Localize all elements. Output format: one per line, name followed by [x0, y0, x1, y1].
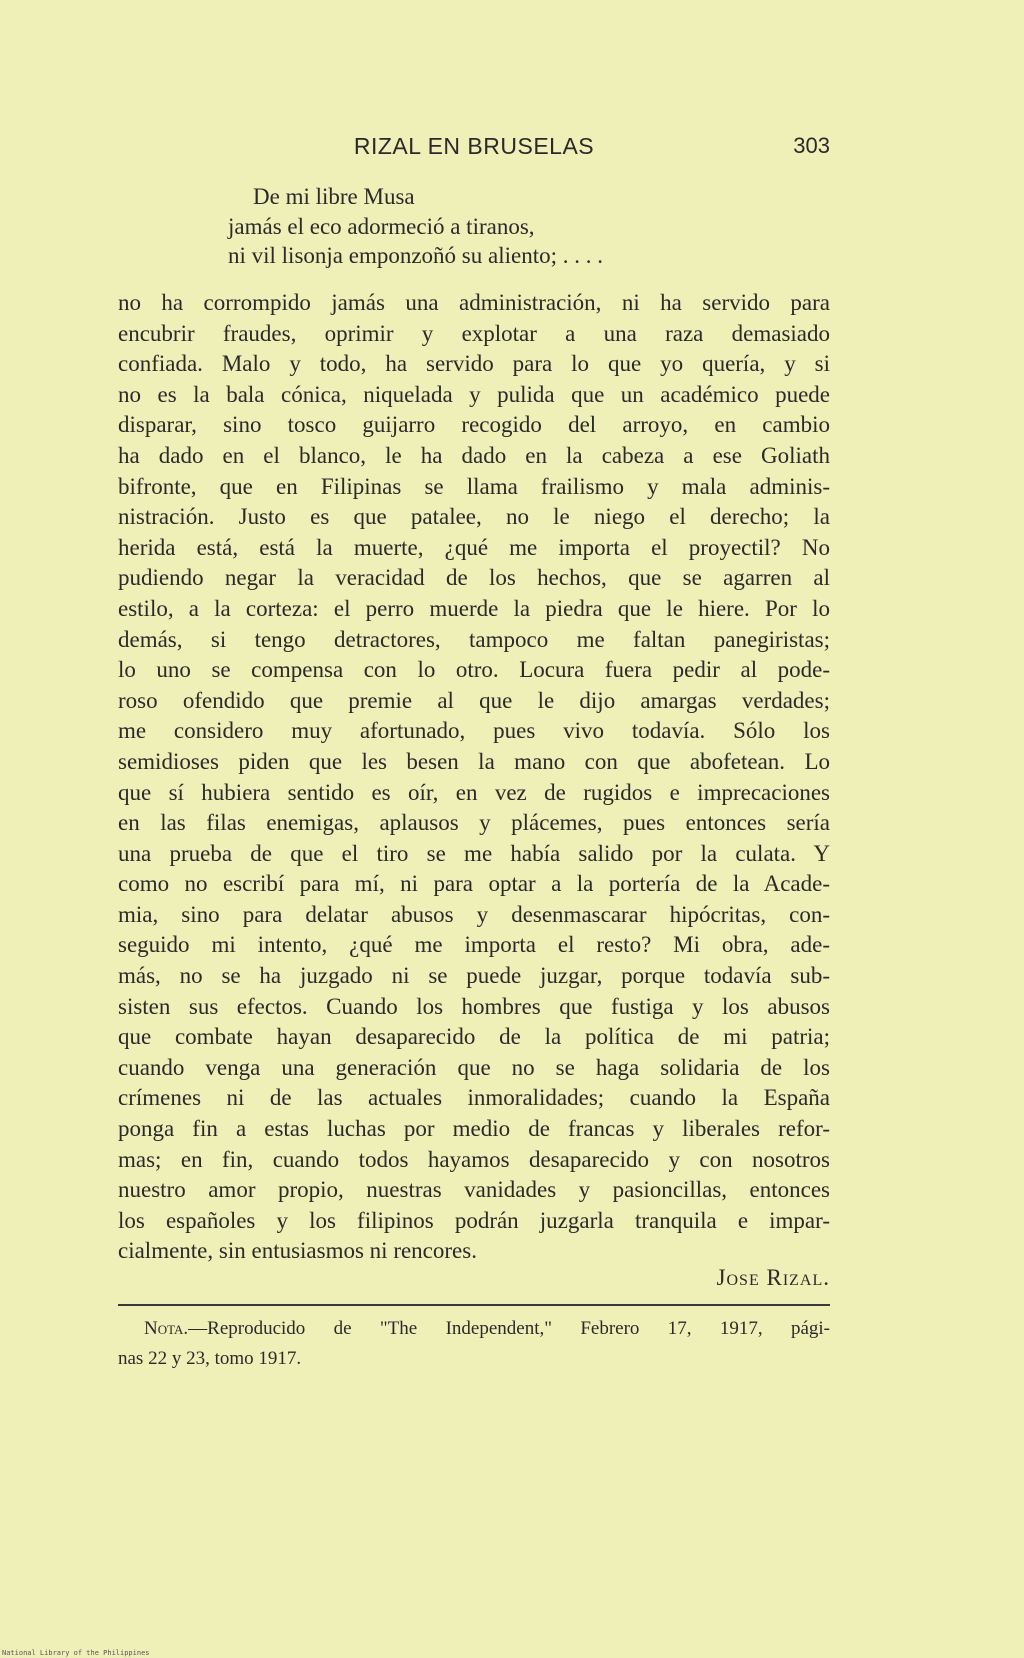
body-line: ha dado en el blanco, le ha dado en la cabeza a ese Goliath [118, 442, 830, 468]
body-line: una prueba de que el tiro se me había salido por la culata. Y [118, 840, 830, 866]
body-line: bifronte, que en Filipinas se llama frailismo y mala adminis- [118, 473, 830, 499]
body-line: nuestro amor propio, nuestras vanidades y pasioncillas, entonces [118, 1177, 830, 1203]
verse-line: ni vil lisonja emponzoñó su aliento; . . . . [228, 243, 603, 268]
body-line: que combate hayan desaparecido de la política de mi patria; [118, 1024, 830, 1050]
footnote-text: —Reproducido de "The Independent," Febrero 17, 1917, pági- [188, 1318, 830, 1339]
body-line: ponga fin a estas luchas por medio de francas y liberales refor- [118, 1116, 830, 1142]
author-signature [717, 1265, 830, 1291]
body-line: los españoles y los filipinos podrán juzgarla tranquila e impar- [118, 1207, 830, 1233]
body-line: lo uno se compensa con lo otro. Locura fuera pedir al pode- [118, 657, 830, 683]
page-number: 303 [793, 133, 830, 158]
body-line: nistración. Justo es que patalee, no le niego el derecho; la [118, 504, 830, 530]
body-line: semidioses piden que les besen la mano con que abofetean. Lo [118, 748, 830, 774]
body-line: disparar, sino tosco guijarro recogido del arroyo, en cambio [118, 412, 830, 438]
body-line: que sí hubiera sentido es oír, en vez de rugidos e imprecaciones [118, 779, 830, 805]
body-line: roso ofendido que premie al que le dijo amargas verdades; [118, 687, 830, 713]
body-line: estilo, a la corteza: el perro muerde la piedra que le hiere. Por lo [118, 595, 830, 621]
footnote [118, 1314, 830, 1374]
body-line: me considero muy afortunado, pues vivo todavía. Sólo los [118, 718, 830, 744]
running-title: RIZAL EN BRUSELAS [353, 133, 595, 159]
body-line: cialmente, sin entusiasmos ni rencores. [118, 1238, 477, 1264]
body-line: en las filas enemigas, aplausos y plácemes, pues entonces sería [118, 810, 830, 836]
body-line: no es la bala cónica, niquelada y pulida que un académico puede [118, 381, 830, 407]
running-header [118, 131, 830, 165]
body-line: confiada. Malo y todo, ha servido para lo que yo quería, y si [118, 351, 830, 377]
body-line: más, no se ha juzgado ni se puede juzgar, porque todavía sub- [118, 963, 830, 989]
footnote-label: Nota. [144, 1318, 189, 1339]
verse-line: De mi libre Musa [253, 184, 415, 209]
body-line: mas; en fin, cuando todos hayamos desaparecido y con nosotros [118, 1146, 830, 1172]
body-line: herida está, está la muerte, ¿qué me importa el proyectil? No [118, 534, 830, 560]
verse-line: jamás el eco adormeció a tiranos, [228, 213, 535, 239]
verse-quote [228, 182, 603, 271]
signature-text: Jose Rizal. [716, 1265, 830, 1290]
library-watermark: National Library of the Philippines [2, 1649, 150, 1657]
body-line: sisten sus efectos. Cuando los hombres que fustiga y los abusos [118, 993, 830, 1019]
body-line: como no escribí para mí, ni para optar a la portería de la Acade- [118, 871, 830, 897]
body-line: seguido mi intento, ¿qué me importa el resto? Mi obra, ade- [118, 932, 830, 958]
body-line: no ha corrompido jamás una administración, ni ha servido para [118, 290, 830, 315]
body-paragraph [118, 288, 830, 1267]
body-line: encubrir fraudes, oprimir y explotar a una raza demasiado [118, 320, 830, 346]
body-line: demás, si tengo detractores, tampoco me faltan panegiristas; [118, 626, 830, 652]
body-line: pudiendo negar la veracidad de los hechos, que se agarren al [118, 565, 830, 591]
footnote-line: nas 22 y 23, tomo 1917. [118, 1348, 302, 1369]
body-line: mia, sino para delatar abusos y desenmascarar hipócritas, con- [118, 901, 830, 927]
footnote-line [144, 1314, 830, 1344]
body-line: crímenes ni de las actuales inmoralidades; cuando la España [118, 1085, 830, 1111]
footnote-rule [118, 1304, 830, 1306]
body-line: cuando venga una generación que no se haga solidaria de los [118, 1054, 830, 1080]
